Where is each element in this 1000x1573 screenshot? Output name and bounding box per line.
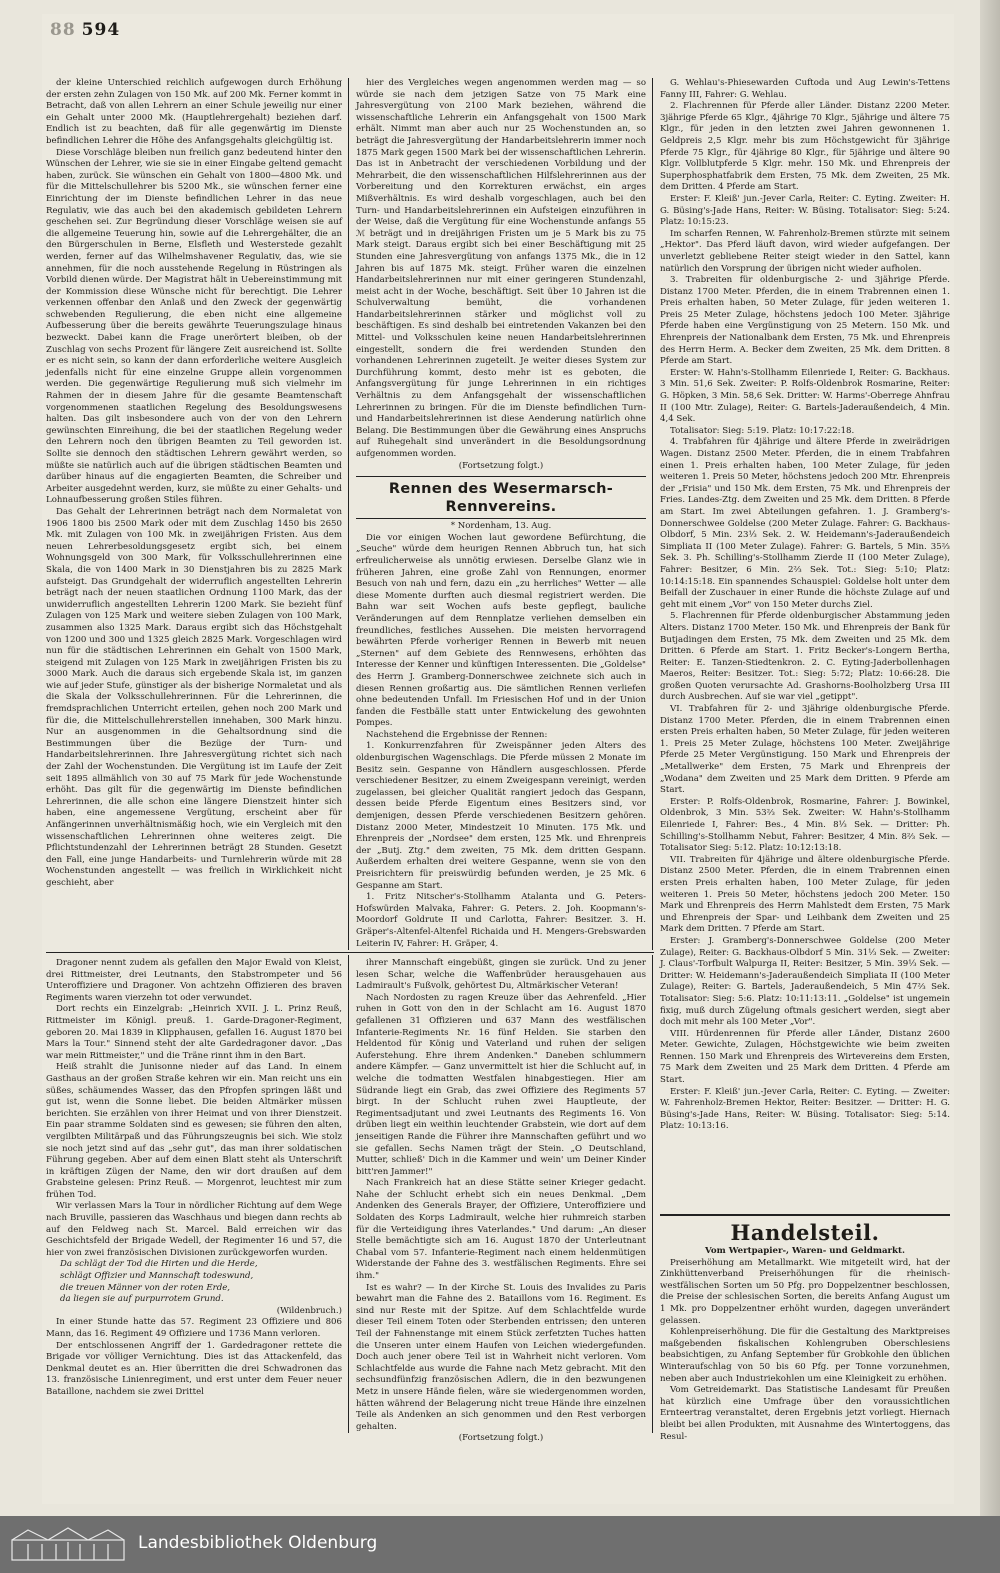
paragraph: Erster: J. Gramberg's-Donnerschwee Goldelse (200 Meter Zulage), Reiter: G. Backhaus-Olbdorf 5 Min. 31⅓ Sek. — Zweiter: J. Claus'-Torfbult Walpurga II, Reiter: Besitzer, 5 Min. 39⅓ Sek. — Dritter: W. Heidemann's-Jaderaußendeich Simpliata II (100 Meter Zulage), Reiter: G. Bartels, Jaderaußendeich, 5 Min 47⅔ Sek. Totalisator: Sieg: 5:6. Platz: 10:11:13:11. „Goldelse" ist ungemein fixig, muß durch Zügelung oftmals gesichert werden, siegt aber doch mit mehr als 100 Meter „Vor". bbox=[660, 935, 950, 1028]
race-dateline: * Nordenham, 13. Aug. bbox=[450, 521, 552, 532]
paragraph: Dort rechts ein Einzelgrab: „Heinrich XVII. J. L. Prinz Reuß, Rittmeister im Königl. preuß. 1. Garde-Dragoner-Regiment, geboren 20. Mai 1839 in Klipphausen, gefallen 16. August 1870 bei Mars la Tour." Sinnend steht der alte Gardedragoner davor. „Das war mein Rittmeister," und die Träne rinnt ihm in den Bart. bbox=[46, 1004, 342, 1061]
paragraph: 1. Konkurrenzfahren für Zweispänner jeden Alters des oldenburgischen Wagenschlags. Die Pferde müssen 2 Monate im Besitz sein. Gespanne von Händlern ausgeschlossen. Pferde verschiedener Besitzer, zu einem Zweigespann vereinigt, werden zugelassen, bei gleicher Qualität rangiert jedoch das Gespann, dessen beide Pferde Eigentum eines Besitzers sind, vor demjenigen, dessen Pferde verschiedenen Besitzern gehören. Distanz 2000 Meter, Mindestzeit 10 Minuten. 175 Mk. und Ehrenpreis der „Nordsee" dem ersten, 125 Mk. und Ehrenpreis der „Butj. Ztg." dem zweiten, 75 Mk. dem dritten Gespann. Außerdem erhalten drei weitere Gespanne, wenn sie von den Preisrichtern für preiswürdig befunden werden, je 25 Mk. 6 Gespanne am Start. bbox=[356, 741, 646, 891]
library-logo-icon bbox=[8, 1526, 128, 1564]
paragraph: VIII. Hürdenrennen für Pferde aller Länder, Distanz 2600 Meter. Gewichte, Zulagen, Höchstgewichte wie beim zweiten Rennen. 150 Mark und Ehrenpreis des Wirtevereins dem Ersten, 75 Mark dem Zweiten und 25 Mark dem Dritten. 4 Pferde am Start. bbox=[660, 1028, 950, 1086]
column-2-top bbox=[356, 78, 646, 950]
page-number-prefix: 88 bbox=[50, 20, 76, 40]
library-footer bbox=[0, 1516, 1000, 1573]
paragraph: ihrer Mannschaft eingebüßt, gingen sie zurück. Und zu jener lesen Schar, welche die Waffenbrüder herausgehauen aus Ladmirault's Fußvolk, gehörtest Du, Altmärkischer Veteran! bbox=[356, 958, 646, 992]
paragraph: Im scharfen Rennen, W. Fahrenholz-Bremen stürzte mit seinem „Hektor". Das Pferd läuft davon, wird wieder aufgefangen. Der unverletzt gebliebene Reiter steigt wieder in den Sattel, kann natürlich den Vorsprung der übrigen nicht wieder aufholen. bbox=[660, 228, 950, 274]
column-rule-1 bbox=[348, 78, 349, 950]
poem bbox=[46, 1259, 342, 1305]
column-1-top bbox=[46, 78, 342, 950]
column-rule-2 bbox=[652, 78, 653, 950]
paragraph: Das Gehalt der Lehrerinnen beträgt nach dem Normaletat von 1906 1800 bis 2500 Mark oder mit dem Zuschlag 1450 bis 2650 Mk. mit Zulagen von 100 Mk. in zweijährigen Fristen. Aus dem neuen Lehrerbesoldungsgesetz ergibt sich, bei einem Wohnungsgeld von 300 Mark, für Volksschullehrerinnen eine Skala, die von 1400 Mark in 30 Dienstjahren bis zu 2825 Mark aufsteigt. Das Grundgehalt der widerruflich angestellten Lehrerin beträgt nach der neuen staatlichen Ordnung 1100 Mark, das der unwiderruflich angestellten Lehrerin 1200 Mark. Sie bezieht fünf Zulagen von 125 Mark und weitere sieben Zulagen von 100 Mark, zusammen also 1325 Mark. Daraus ergibt sich das Höchstgehalt von 1200 und 300 und 1325 gleich 2825 Mark. Vorgeschlagen wird nun für die städtischen Lehrerinnen ein Gehalt von 1500 Mark, steigend mit Zulagen von 125 Mark in zweijährigen Fristen bis zu 3000 Mark. Auch die daraus sich ergebende Skala ist, im ganzen wie auf jeder Stufe, günstiger als der bisherige Normaletat und als die Skala der Volksschullehrerinnen. Für die Lehrerinnen, die fremdsprachlichen Unterricht erteilen, gehen noch 200 Mark und für die, die Mittelschullehrerstellen innehaben, 300 Mark hinzu. Nur an ausgenommen in die Gehaltsordnung sind die Bestimmungen über die Bezüge der Turn- und Handarbeitslehrerinnen. Ihre Jahresvergütung richtet sich nach der Zahl der Wochenstunden. Die Vergütung ist im Laufe der Zeit seit 1895 allmählich von 30 auf 75 Mark für jede Wochenstunde erhöht. Das gilt für die gegenwärtig im Dienste befindlichen Lehrerinnen, die alle schon eine längere Dienstzeit hinter sich haben, eine angemessene Vergütung, erscheint aber für Anfängerinnen unverhältnismäßig hoch, wie ein Vergleich mit den wissenschaftlichen Lehrerinnen ohne weiteres zeigt. Die Pflichtstundenzahl der Lehrerinnen beträgt 28 Stunden. Gesetzt den Fall, eine junge Handarbeits- und Turnlehrerin würde mit 28 Wochenstunden angestellt — was freilich in Wirklichkeit nicht geschieht, aber bbox=[46, 506, 342, 888]
column-rule-3 bbox=[348, 955, 349, 1433]
headline-rule-bottom bbox=[356, 518, 646, 519]
paragraph: Preiserhöhung am Metallmarkt. Wie mitgeteilt wird, hat der Zinkhüttenverband Preiserhöhungen für die rheinisch-westfälischen Sorten um 50 Pfg. pro Doppelzentner beschlossen, die Preise der schlesischen Sorten, die bereits Anfang August um 1 Mk. pro Doppelzentner erhöht wurden, dagegen unverändert gelassen. bbox=[660, 1257, 950, 1326]
race-headline: Rennen des Wesermarsch-Rennvereins. bbox=[388, 481, 614, 516]
handel-subheading: Vom Wertpapier-, Waren- und Geldmarkt. bbox=[705, 1246, 905, 1256]
paragraph: VII. Trabreiten für 4jährige und ältere oldenburgische Pferde. Distanz 2500 Meter. Pferden, die in einem Trabrennen einen ersten Preis erhalten haben, 100 Meter Zulage, für jeden weiteren 1. Preis 50 Meter, höchstens jedoch 200 Meter. 150 Mark und Ehrenpreis des Herrn Mahlstedt dem Ersten, 75 Mark und Ehrenpreis der Spar- und Leihbank dem Zweiten und 25 Mark dem Dritten. 7 Pferde am Start. bbox=[660, 854, 950, 935]
column-2-bottom bbox=[356, 958, 646, 1444]
continued-note: (Fortsetzung folgt.) bbox=[458, 460, 544, 471]
column-1-bottom bbox=[46, 958, 342, 1434]
page-edge-shadow bbox=[980, 0, 1000, 1516]
paragraph: 3. Trabreiten für oldenburgische 2- und 3jährige Pferde. Distanz 1700 Meter. Pferden, die in einem Trabrennen einen 1. Preis erhalten haben, 50 Meter Zulage, für jeden weiteren 1. Preis 25 Meter Zulage, höchstens jedoch 100 Meter. 3jährige Pferde haben eine Vergünstigung von 25 Metern. 150 Mk. und Ehrenpreis der Nationalbank dem Ersten, 75 Mk. und Ehrenpreis des Herrn Herm. A. Becker dem Zweiten, 25 Mk. dem Dritten. 8 Pferde am Start. bbox=[660, 275, 950, 367]
handel-headline: Handelsteil. bbox=[730, 1220, 880, 1245]
paragraph: Die vor einigen Wochen laut gewordene Befürchtung, die „Seuche" würde dem heurigen Rennen Abbruch tun, hat sich erfreulicherweise als unnötig erwiesen. Derselbe Glanz wie in früheren Jahren, eine große Zahl von Rennungen, enormer Besuch von nah und fern, dazu ein „zu herrliches" Wetter — alle diese Momente durften auch diesmal registriert werden. Die Bahn war seit Wochen aufs beste gepflegt, bauliche Veränderungen auf dem Rennplatze verliehen demselben ein freundliches, festliches Aussehen. Die meisten hervorragend bewährten Pferde vorheriger Rennen in Bewerb mit neuen „Sternen" auf dem Gebiete des Rennwesens, erhöhten das Interesse der Kenner und künftigen Interessenten. Die „Goldelse" des Herrn J. Gramberg-Donnerschwee zeichnete sich auch in diesen Rennen großartig aus. Die sämtlichen Rennen verliefen ohne bedeutenden Unfall. Im Friesischen Hof und in der Union fanden die Festbälle statt unter Entwickelung des gewohnten Pompes. bbox=[356, 532, 646, 729]
paragraph: Nach Nordosten zu ragen Kreuze über das Aehrenfeld. „Hier ruhen in Gott von den in der Schlacht am 16. August 1870 gefallenen 31 Offizieren und 637 Mann des westfälischen Infanterie-Regiments Nr. 16 fünf Helden. Sie starben den Heldentod für König und Vaterland und ruhen der seligen Auferstehung. Ehre ihrem Andenken." Daneben schlummern andere Kämpfer. — Ganz unvermittelt ist hier die Schlucht auf, in welche die todmatten Westfalen hinabgestiegen. Hier am Südrande liegt ein Grab, das zwei Offiziere des Regiments 57 birgt. In der Schlucht ruhen zwei Hauptleute, der Regimentsadjutant und zwei Leutnants des Regiments 16. Von drüben liegt ein weithin leuchtender Grabstein, wie dort auf dem jenseitigen Rande die Führer ihre Mannschaften geführt und wo sie gefallen. Sechs Namen trägt der Stein. „O Deutschland, Mutter, schließ' Dich in die Kammer und wein' um Deiner Kinder bitt'ren Jammer!" bbox=[356, 992, 646, 1177]
handel-section bbox=[660, 1214, 950, 1442]
poem-line: Da schlägt der Tod die Hirten und die Herde, bbox=[60, 1259, 258, 1270]
paragraph: Kohlenpreiserhöhung. Die für die Gestaltung des Marktpreises maßgebenden fiskalischen Kohlengruben Oberschlesiens beabsichtigen, zu Anfang September für Grobkohle den üblichen Winteraufschlag von 50 bis 60 Pfg. per Tonne vorzunehmen, neben aber auch Industriekohlen um eine Kleinigkeit zu erhöhen. bbox=[660, 1327, 950, 1384]
paragraph: Erster: W. Hahn's-Stollhamm Eilenriede I, Reiter: G. Backhaus. 3 Min. 51,6 Sek. Zweiter: P. Rolfs-Oldenbrok Rosmarine, Reiter: G. Höpken, 3 Min. 58,6 Sek. Dritter: W. Harms'-Oberrege Ahnfrau II (100 Mtr. Zulage), Reiter: G. Bartels-Jaderaußendeich, 4 Min. 4,4 Sek. bbox=[660, 367, 950, 425]
paragraph: Erster: P. Rolfs-Oldenbrok, Rosmarine, Fahrer: J. Bowinkel, Oldenbrok, 3 Min. 53⅔ Sek. Zweiter: W. Hahn's-Stollhamm Eilenriede I, Fahrer: Bes., 4 Min. 8⅓ Sek. — Dritter: Ph. Schilling's-Stollhamm Nebut, Fahrer: Besitzer, 4 Min. 8⅔ Sek. — Totalisator Sieg: 5:12. Platz: 10:12:13:18. bbox=[660, 796, 950, 854]
column-rule-4 bbox=[652, 955, 653, 1433]
column-3 bbox=[660, 78, 950, 1208]
continued-note: (Fortsetzung folgt.) bbox=[458, 1433, 544, 1444]
poem-line: schlägt Offizier und Mannschaft todeswund, bbox=[60, 1271, 254, 1282]
paragraph: Der entschlossenen Angriff der 1. Gardedragoner rettete die Brigade vor völliger Vernichtung. Dies ist das Attackenfeld, das Denkmal deutet es an. Hier überritten die drei Schwadronen das 13. französische Linienregiment, und erst unter dem Feuer neuer Bataillone, nachdem sie zwei Drittel bbox=[46, 1340, 342, 1397]
handel-rule bbox=[660, 1214, 950, 1216]
paragraph: Heiß strahlt die Junisonne nieder auf das Land. In einem Gasthaus an der großen Straße kehren wir ein. Man reicht uns ein süßes, schäumendes Wasser, das den Pfropfen springen läßt und gut ist, wenn die Sonne liebet. Die beiden Altmärker müssen berichten. Sie erzählen von ihrer Heimat und von ihrer Dienstzeit. Ein paar stramme Soldaten sind es gewesen; sie führen den alten, vergilbten Militärpaß und das Führungszeugnis bei sich. Wie stolz sie noch jetzt sind auf das „sehr gut", das man ihrer soldatischen Führung gegeben. Aber auf dem einen Blatt steht als Unterschrift in kräftigen Zügen der Name, den wir dort draußen auf dem Grabsteine gelesen: Prinz Reuß. — Morgenrot, leuchtest mir zum frühen Tod. bbox=[46, 1062, 342, 1200]
page-number-value: 594 bbox=[81, 20, 121, 40]
section-rule bbox=[46, 952, 654, 953]
paragraph: 2. Flachrennen für Pferde aller Länder. Distanz 2200 Meter. 3jährige Pferde 65 Klgr., 4jährige 70 Klgr., 5jährige und ältere 75 Klgr., für jeden in den letzten zwei Jahren gewonnenen 1. Geldpreis 2,5 Klgr. mehr bis zum Höchstgewicht für 3jährige Pferde 75 Klgr., für 4jährige 80 Klgr., für 5jährige und ältere 90 Klgr. Vollblutpferde 5 Klgr. mehr. 150 Mk. und Ehrenpreis der Superphosphatfabrik dem Ersten, 75 Mk. dem Zweiten, 25 Mk. dem Dritten. 4 Pferde am Start. bbox=[660, 101, 950, 193]
paragraph: Vom Getreidemarkt. Das Statistische Landesamt für Preußen hat kürzlich eine Umfrage über den voraussichtlichen Ernteertrag veranstaltet, deren Ergebnis jetzt vorliegt. Hiernach bleibt bei allen Produkten, mit Ausnahme des Wintertoggens, das Resul- bbox=[660, 1385, 950, 1442]
poem-line: da liegen sie auf purpurrotem Grund. bbox=[60, 1294, 224, 1305]
paragraph: Wir verlassen Mars la Tour in nördlicher Richtung auf dem Wege nach Bruville, passieren das Waschhaus und biegen dann rechts ab auf den Feldweg nach St. Marcel. Bald erreichen wir das Geschichtsfeld der Brigade Wedell, der Regimenter 16 und 57, die hier von zwei französischen Divisionen zurückgeworfen wurden. bbox=[46, 1201, 342, 1258]
paragraph: Dragoner nennt zudem als gefallen den Major Ewald von Kleist, drei Rittmeister, drei Leutnants, den Stabstrompeter und 56 Unteroffiziere und Dragoner. Von achtzehn Offizieren des braven Regiments waren vierzehn tot oder verwundet. bbox=[46, 958, 342, 1003]
paragraph: 4. Trabfahren für 4jährige und ältere Pferde in zweirädrigen Wagen. Distanz 2500 Meter. Pferden, die in einem Trabfahren einen 1. Preis erhalten haben, 100 Meter Zulage, für jeden weiteren 1. Preis 50 Meter, höchstens jedoch 200 Mtr. Ehrenpreis der „Frisia" und 150 Mk. dem Ersten, 75 Mk. und Ehrenpreis der Fries. Landes-Ztg. dem Zweiten und 25 Mk. dem Dritten. 8 Pferde am Start. Im zwei Abteilungen gefahren. 1. J. Gramberg's-Donnerschwee Goldelse (200 Meter Zulage. Fahrer: G. Backhaus-Olbdorf, 5 Min. 23⅓ Sek. 2. W. Heidemann's-Jaderaußendeich Simpliata II (100 Meter Zulage). Fahrer: G. Bartels, 5 Min. 35⅔ Sek. 3. Ph. Schilling's-Stollhamm Zierde II (100 Meter Zulage), Fahrer: Besitzer, 6 Min. 2⅔ Sek. Tot.: Sieg: 5:10; Platz: 10:14:15:18. Ein spannendes Schauspiel: Goldelse holt unter dem Beifall der Zuschauer in einer Runde die höchste Zulage auf und geht mit einem „Vor" von 150 Meter durchs Ziel. bbox=[660, 437, 950, 610]
poem-line: die treuen Männer von der roten Erde, bbox=[60, 1282, 231, 1293]
paragraph: In einer Stunde hatte das 57. Regiment 23 Offiziere und 806 Mann, das 16. Regiment 49 Offiziere und 1736 Mann verloren. bbox=[46, 1317, 342, 1339]
paragraph: VI. Trabfahren für 2- und 3jährige oldenburgische Pferde. Distanz 1700 Meter. Pferden, die in einem Trabrennen einen ersten Preis erhalten haben, 50 Meter Zulage, für jeden weiteren 1. Preis 25 Meter Zulage, höchstens 100 Meter. Zweijährige Pferde 25 Meter Vergünstigung. 150 Mark und Ehrenpreis der „Metallwerke" dem Ersten, 75 Mark und Ehrenpreis der „Wodana" dem Zweiten und 25 Mark dem Dritten. 9 Pferde am Start. bbox=[660, 704, 950, 796]
paragraph: Nachstehend die Ergebnisse der Rennen: bbox=[366, 729, 548, 740]
paragraph: Totalisator: Sieg: 5:19. Platz: 10:17:22:18. bbox=[670, 425, 855, 436]
paragraph: G. Wehlau's-Phiesewarden Cuftoda und Aug Lewin's-Tettens Fanny III, Fahrer: G. Wehlau. bbox=[660, 78, 950, 100]
paragraph: Erster: F. Kleiß' jun.-Jever Carla, Reiter: C. Eyting. Zweiter: H. G. Büsing's-Jade Hans, Reiter: W. Büsing. Totalisator: Sieg: 5:24. Platz: 10:15:23. bbox=[660, 193, 950, 228]
paragraph: 5. Flachrennen für Pferde oldenburgischer Abstammung jeden Alters. Distanz 1700 Meter. 150 Mk. und Ehrenpreis der Bank für Butjadingen dem Ersten, 75 Mk. dem Zweiten und 25 Mk. dem Dritten. 6 Pferde am Start. 1. Fritz Becker's-Longern Bertha, Reiter: E. Tanzen-Stiedtenkron. 2. C. Eyting-Jaderbollenhagen Maeros, Reiter: Besitzer. Tot.: Sieg: 5:72; Platz: 10:66:28. Die großen Quoten verursachte Ad. Grashorns-Boolholzberg Ursa III durch Ausbrechen. Auf sie war viel „getippt". bbox=[660, 611, 950, 703]
paragraph: Ist es wahr? — In der Kirche St. Louis des Invalides zu Paris bewahrt man die Fahne des 2. Bataillons vom 16. Regiment. Es sind nur Reste mit der Spitze. Auf dem Schlachtfelde wurde dieser Teil einem Toten oder Sterbenden entrissen; den unteren Teil der Fahnenstange mit einem Stück zerfetzten Tuches hatten die Unseren unter einem Haufen von Leichen wiedergefunden. Doch auch jener obere Teil ist in Wahrheit nicht verloren. Vom Schlachtfelde aus wurde die Fahne nach Metz gebracht. Mit den sechsundfünfzig französischen Adlern, die in den bezwungenen Metz in unsere Hände fielen, wäre sie wiedergenommen worden, hätten während der Belagerung nicht treue Hände ihre einzelnen Teile als Andenken an sich genommen und den Rest verborgen gehalten. bbox=[356, 1282, 646, 1432]
paragraph: der kleine Unterschied reichlich aufgewogen durch Erhöhung der ersten zehn Zulagen von 150 Mk. auf 200 Mk. Ferner kommt in Betracht, daß von allen Lehrern an einer Schule jeweilig nur einer ein Gehalt unter 2000 Mk. (Hauptlehrergehalt) beziehen darf. Endlich ist zu beachten, daß für alle gegenwärtig im Dienste befindlichen Lehrer die Höhe des Anfangsgehalts gleichgültig ist. bbox=[46, 78, 342, 146]
paragraph: hier des Vergleiches wegen angenommen werden mag — so würde sie nach dem jetzigen Satze von 75 Mark eine Jahresvergütung von 2100 Mark beziehen, während die wissenschaftliche Lehrerin ein Anfangsgehalt von 1500 Mark erhält. Nimmt man aber auch nur 25 Wochenstunden an, so beträgt die Jahresvergütung der Handarbeitslehrerin immer noch 1875 Mark gegen 1500 Mark bei der wissenschaftlichen Lehrerin. Das ist in Anbetracht der verschiedenen Vorbildung und der Mehrarbeit, die den wissenschaftlichen Hilfslehrerinnen aus der Vorbereitung und den Korrekturen erwächst, ein arges Mißverhältnis. Es wird deshalb vorgeschlagen, auch bei den Turn- und Handarbeitslehrerinnen ein Aufsteigen einzuführen in der Weise, daß die Vergütung für eine Wochenstunde anfangs 55 ℳ beträgt und in dreijährigen Fristen um je 5 Mark bis zu 75 Mark steigt. Daraus ergibt sich bei einer Beschäftigung mit 25 Stunden eine Jahresvergütung von anfangs 1375 Mk., die in 12 Jahren bis auf 1875 Mk. steigt. Früher waren die einzelnen Handarbeitslehrerinnen nur mit einer geringeren Stundenzahl, meist acht in der Woche, beschäftigt. Seit über 10 Jahren ist die Schulverwaltung bemüht, die vorhandenen Handarbeitslehrerinnen stärker und möglichst voll zu beschäftigen. Es sind deshalb bei eintretenden Vakanzen bei den Mittel- und Volksschulen keine neuen Handarbeitslehrerinnen eingestellt, sondern die frei werdenden Stunden den vorhandenen Lehrerinnen zugeteilt. Je weiter dieses System zur Durchführung kommt, desto mehr ist es geboten, die Anfangsvergütung für junge Lehrerinnen in ein richtiges Verhältnis zu dem Anfangsgehalt der wissenschaftlichen Lehrerinnen zu bringen. Für die im Dienste befindlichen Turn- und Handarbeitslehrerinnen ist diese Aenderung natürlich ohne Belang. Die Bestimmungen über die Gewährung eines Anspruchs auf Ruhegehalt sind unverändert in die Besoldungsordnung aufgenommen worden. bbox=[356, 78, 646, 459]
paragraph: 1. Fritz Nitscher's-Stollhamm Atalanta und G. Peters-Hofswürden Malvaka, Fahrer: G. Peters. 2. Joh. Koopmann's-Moordorf Goldrute II und Carlotta, Fahrer: Besitzer. 3. H. Gräper's-Altenfel-Altenfel Richaida und H. Mengers-Grebswarden Leiterin IV, Fahrer: H. Gräper, 4. bbox=[356, 892, 646, 949]
poem-attribution: (Wildenbruch.) bbox=[276, 1305, 342, 1316]
page-number bbox=[50, 20, 120, 40]
paragraph: Diese Vorschläge bleiben nun freilich ganz bedeutend hinter den Wünschen der Lehrer, wie sie sie in einer Eingabe geltend gemacht haben, zurück. Sie wünschen ein Gehalt von 1800—4800 Mk. und für die Mittelschullehrer bis 5200 Mk., sie wünschen ferner eine Einrichtung der im Dienste befindlichen Lehrer in das neue Regulativ, wie das auch bei den akademisch gebildeten Lehrern geschehen sei. Zur Begründung dieser Vorschläge weisen sie auf die allgemeine Teuerung hin, sowie auf die Lehrergehälter, die an den Bürgerschulen in Berne, Elsfleth und Westerstede gezahlt werden, ferner auf das Wilhelmshavener Regulativ, das, wie sie annehmen, für die noch ausstehende Regelung in Rüstringen als Vorbild dienen würde. Der Magistrat hält in Uebereinstimmung mit der Kommission diese Wünsche nicht für berechtigt. Die Lehrer verkennen offenbar den Anlaß und den Zweck der gegenwärtig schwebenden Regulierung, die eben nicht eine allgemeine Aufbesserung über die bereits gewährte Teuerungszulage hinaus bezweckt. Dabei kann die Frage unerörtert bleiben, ob der Zuschlag von sechs Prozent für längere Zeit ausreichend ist. Sollte er es nicht sein, so kann der dann erforderliche weitere Ausgleich jedenfalls nicht für eine einzelne Gruppe allein vorgenommen werden. Die gegenwärtige Regulierung muß sich vielmehr im Rahmen der in diesem Jahre für die gesamte Beamtenschaft vorgenommenen staatlichen Regelung des Besoldungswesens halten. Das gilt insbesondere auch von der von den Lehrern gewünschten Einreihung, die bei der staatlichen Regelung weder den Lehrern noch den übrigen Beamten zu Teil geworden ist. Sollte sie dennoch den städtischen Lehrern gewährt werden, so müßte sie natürlich auch auf die übrigen städtischen Beamten und darüber hinaus auf die engagierten Beamten, die Schreiber und Arbeiter ausgedehnt werden, kurz, sie müßte zu einer Gehalts- und Lohnaufbesserung großen Stiles führen. bbox=[46, 147, 342, 506]
library-brand: Landesbibliothek Oldenburg bbox=[138, 1533, 378, 1553]
paragraph: Erster: F. Kleiß' jun.-Jever Carla, Reiter: C. Eyting. — Zweiter: W. Fahrenholz-Bremen Hektor, Reiter: Besitzer. — Dritter: H. G. Büsing's-Jade Hans, Reiter: W. Büsing. Totalisator: Sieg: 5:14. Platz: 10:13:16. bbox=[660, 1086, 950, 1132]
paragraph: Nach Frankreich hat an diese Stätte seiner Krieger gedacht. Nahe der Schlucht erhebt sich ein neues Denkmal. „Dem Andenken des Generals Brayer, der Offiziere, Unteroffiziere und Soldaten des Korps Ladmirault, welche hier ruhmreich starben für die Verteidigung ihres Vaterlandes." Und darum: „An dieser Stelle bemächtigte sich am 16. August 1870 der Unterleutnant Chabal vom 57. Infanterie-Regiment nach einem heldenmütigen Widerstande der Fahne des 3. westfälischen Regiments. Ehre sei ihm." bbox=[356, 1178, 646, 1282]
